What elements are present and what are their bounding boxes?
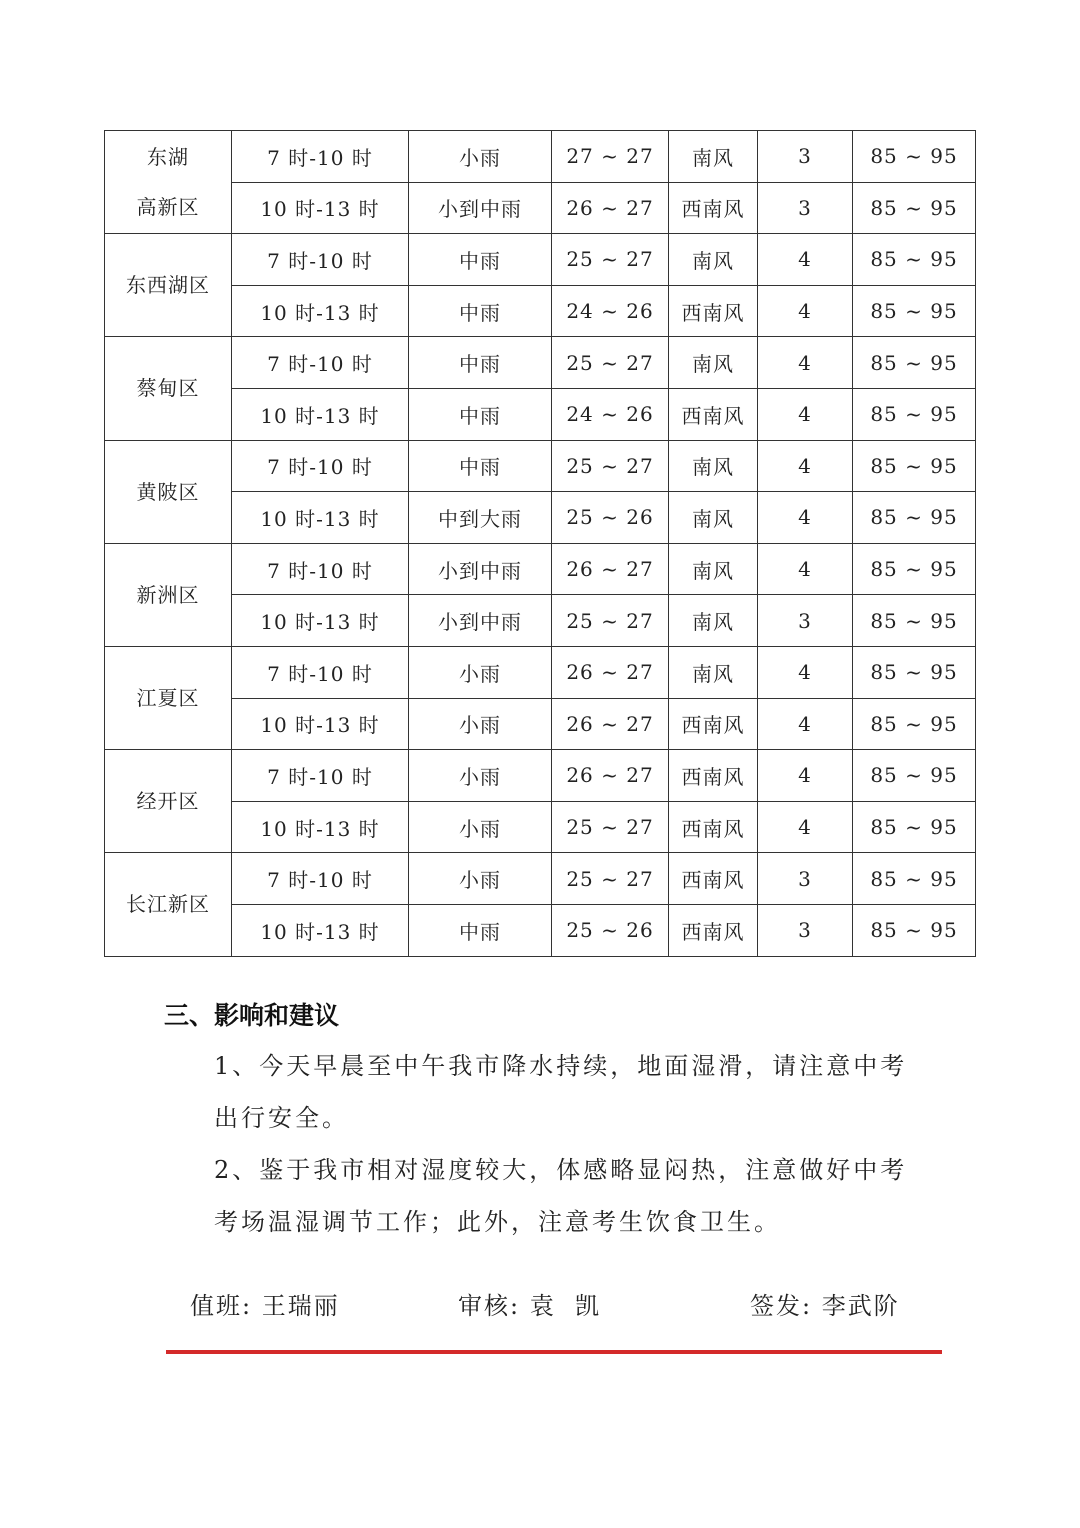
cell-wind-level: 4 (758, 543, 853, 595)
cell-weather: 小雨 (409, 131, 552, 183)
cell-time: 7 时-10 时 (232, 750, 409, 802)
cell-weather: 中雨 (409, 337, 552, 389)
cell-weather: 小雨 (409, 698, 552, 750)
cell-temp: 26 ~ 27 (552, 646, 669, 698)
table-row (105, 543, 976, 595)
cell-wind-level: 4 (758, 388, 853, 440)
cell-time: 10 时-13 时 (232, 388, 409, 440)
cell-wind-level: 4 (758, 750, 853, 802)
district-name: 长江新区 (126, 892, 210, 917)
cell-time: 7 时-10 时 (232, 131, 409, 183)
cell-wind-dir: 西南风 (669, 388, 758, 440)
cell-temp: 25 ~ 27 (552, 440, 669, 492)
cell-wind-level: 3 (758, 182, 853, 234)
signature-review: 审核: 袁 凯 (458, 1292, 601, 1320)
cell-time: 7 时-10 时 (232, 440, 409, 492)
cell-wind-dir: 南风 (669, 595, 758, 647)
cell-weather: 中雨 (409, 388, 552, 440)
cell-wind-level: 4 (758, 234, 853, 286)
cell-temp: 25 ~ 26 (552, 904, 669, 956)
table-row (105, 285, 976, 337)
cell-humidity: 85 ~ 95 (853, 388, 976, 440)
cell-humidity: 85 ~ 95 (853, 853, 976, 905)
cell-temp: 24 ~ 26 (552, 285, 669, 337)
cell-temp: 25 ~ 27 (552, 595, 669, 647)
advice-text-1: 1、今天早晨至中午我市降水持续，地面湿滑，请注意中考出行安全。 (214, 1052, 908, 1132)
cell-wind-dir: 南风 (669, 440, 758, 492)
forecast-table-body (105, 131, 976, 957)
cell-time: 7 时-10 时 (232, 853, 409, 905)
cell-wind-level: 4 (758, 492, 853, 544)
district-name: 黄陂区 (136, 479, 200, 504)
district-cell (105, 750, 232, 853)
district-name: 江夏区 (136, 686, 200, 711)
cell-weather: 小雨 (409, 801, 552, 853)
cell-humidity: 85 ~ 95 (853, 182, 976, 234)
table-row (105, 595, 976, 647)
cell-wind-level: 3 (758, 131, 853, 183)
cell-time: 7 时-10 时 (232, 646, 409, 698)
cell-humidity: 85 ~ 95 (853, 285, 976, 337)
cell-time: 7 时-10 时 (232, 337, 409, 389)
cell-weather: 中雨 (409, 440, 552, 492)
cell-wind-dir: 南风 (669, 234, 758, 286)
cell-humidity: 85 ~ 95 (853, 234, 976, 286)
table-row (105, 234, 976, 286)
cell-humidity: 85 ~ 95 (853, 904, 976, 956)
cell-wind-dir: 西南风 (669, 904, 758, 956)
section-title: 三、影响和建议 (164, 1001, 340, 1030)
cell-wind-dir: 西南风 (669, 801, 758, 853)
cell-temp: 25 ~ 27 (552, 234, 669, 286)
district-cell (105, 131, 232, 234)
cell-wind-dir: 南风 (669, 646, 758, 698)
cell-humidity: 85 ~ 95 (853, 543, 976, 595)
cell-wind-level: 3 (758, 853, 853, 905)
advice-text-2: 2、鉴于我市相对湿度较大，体感略显闷热，注意做好中考考场温湿调节工作；此外，注意考生饮食卫生。 (214, 1156, 908, 1236)
cell-time: 10 时-13 时 (232, 801, 409, 853)
cell-humidity: 85 ~ 95 (853, 131, 976, 183)
cell-wind-level: 4 (758, 337, 853, 389)
cell-weather: 小雨 (409, 750, 552, 802)
advice-paragraph-2 (164, 1144, 924, 1248)
cell-wind-level: 4 (758, 698, 853, 750)
cell-weather: 中雨 (409, 904, 552, 956)
table-row (105, 131, 976, 183)
cell-humidity: 85 ~ 95 (853, 698, 976, 750)
district-cell (105, 853, 232, 956)
cell-temp: 26 ~ 27 (552, 698, 669, 750)
cell-wind-level: 4 (758, 801, 853, 853)
cell-temp: 25 ~ 27 (552, 853, 669, 905)
district-name: 经开区 (136, 789, 200, 814)
cell-humidity: 85 ~ 95 (853, 440, 976, 492)
forecast-table (104, 130, 976, 957)
district-cell (105, 234, 232, 337)
cell-humidity: 85 ~ 95 (853, 595, 976, 647)
cell-humidity: 85 ~ 95 (853, 750, 976, 802)
cell-wind-dir: 西南风 (669, 853, 758, 905)
table-row (105, 182, 976, 234)
table-row (105, 750, 976, 802)
district-cell (105, 543, 232, 646)
cell-temp: 26 ~ 27 (552, 543, 669, 595)
cell-temp: 25 ~ 26 (552, 492, 669, 544)
cell-temp: 26 ~ 27 (552, 750, 669, 802)
cell-weather: 中雨 (409, 285, 552, 337)
cell-weather: 小到中雨 (409, 595, 552, 647)
cell-temp: 25 ~ 27 (552, 801, 669, 853)
cell-wind-level: 3 (758, 595, 853, 647)
district-cell (105, 440, 232, 543)
table-row (105, 646, 976, 698)
cell-wind-dir: 西南风 (669, 182, 758, 234)
district-name: 高新区 (136, 195, 200, 220)
table-row (105, 698, 976, 750)
cell-time: 10 时-13 时 (232, 182, 409, 234)
cell-wind-dir: 南风 (669, 492, 758, 544)
cell-time: 10 时-13 时 (232, 595, 409, 647)
cell-humidity: 85 ~ 95 (853, 646, 976, 698)
table-row (105, 492, 976, 544)
table-row (105, 337, 976, 389)
cell-humidity: 85 ~ 95 (853, 801, 976, 853)
district-cell (105, 337, 232, 440)
table-row (105, 853, 976, 905)
cell-time: 7 时-10 时 (232, 234, 409, 286)
district-name: 东湖 (147, 145, 189, 170)
table-row (105, 388, 976, 440)
table-row (105, 801, 976, 853)
cell-time: 10 时-13 时 (232, 904, 409, 956)
cell-weather: 小到中雨 (409, 543, 552, 595)
cell-wind-dir: 南风 (669, 131, 758, 183)
advice-paragraph-1 (164, 1040, 924, 1144)
cell-time: 10 时-13 时 (232, 492, 409, 544)
cell-wind-level: 4 (758, 440, 853, 492)
cell-wind-level: 4 (758, 646, 853, 698)
cell-weather: 中到大雨 (409, 492, 552, 544)
cell-humidity: 85 ~ 95 (853, 337, 976, 389)
cell-wind-dir: 南风 (669, 543, 758, 595)
cell-wind-level: 3 (758, 904, 853, 956)
signature-duty: 值班: 王瑞丽 (190, 1292, 340, 1320)
cell-wind-dir: 西南风 (669, 285, 758, 337)
cell-wind-dir: 西南风 (669, 698, 758, 750)
cell-temp: 26 ~ 27 (552, 182, 669, 234)
cell-temp: 24 ~ 26 (552, 388, 669, 440)
cell-time: 10 时-13 时 (232, 285, 409, 337)
cell-weather: 中雨 (409, 234, 552, 286)
cell-weather: 小到中雨 (409, 182, 552, 234)
cell-weather: 小雨 (409, 853, 552, 905)
cell-wind-dir: 西南风 (669, 750, 758, 802)
cell-temp: 25 ~ 27 (552, 337, 669, 389)
signature-issue: 签发: 李武阶 (750, 1292, 900, 1320)
cell-time: 7 时-10 时 (232, 543, 409, 595)
district-name: 蔡甸区 (136, 376, 200, 401)
cell-time: 10 时-13 时 (232, 698, 409, 750)
district-name: 新洲区 (136, 582, 200, 607)
district-name: 东西湖区 (126, 273, 210, 298)
district-cell (105, 646, 232, 749)
cell-wind-level: 4 (758, 285, 853, 337)
cell-humidity: 85 ~ 95 (853, 492, 976, 544)
red-rule-line (166, 1350, 942, 1354)
cell-temp: 27 ~ 27 (552, 131, 669, 183)
table-row (105, 440, 976, 492)
table-row (105, 904, 976, 956)
cell-wind-dir: 南风 (669, 337, 758, 389)
cell-weather: 小雨 (409, 646, 552, 698)
